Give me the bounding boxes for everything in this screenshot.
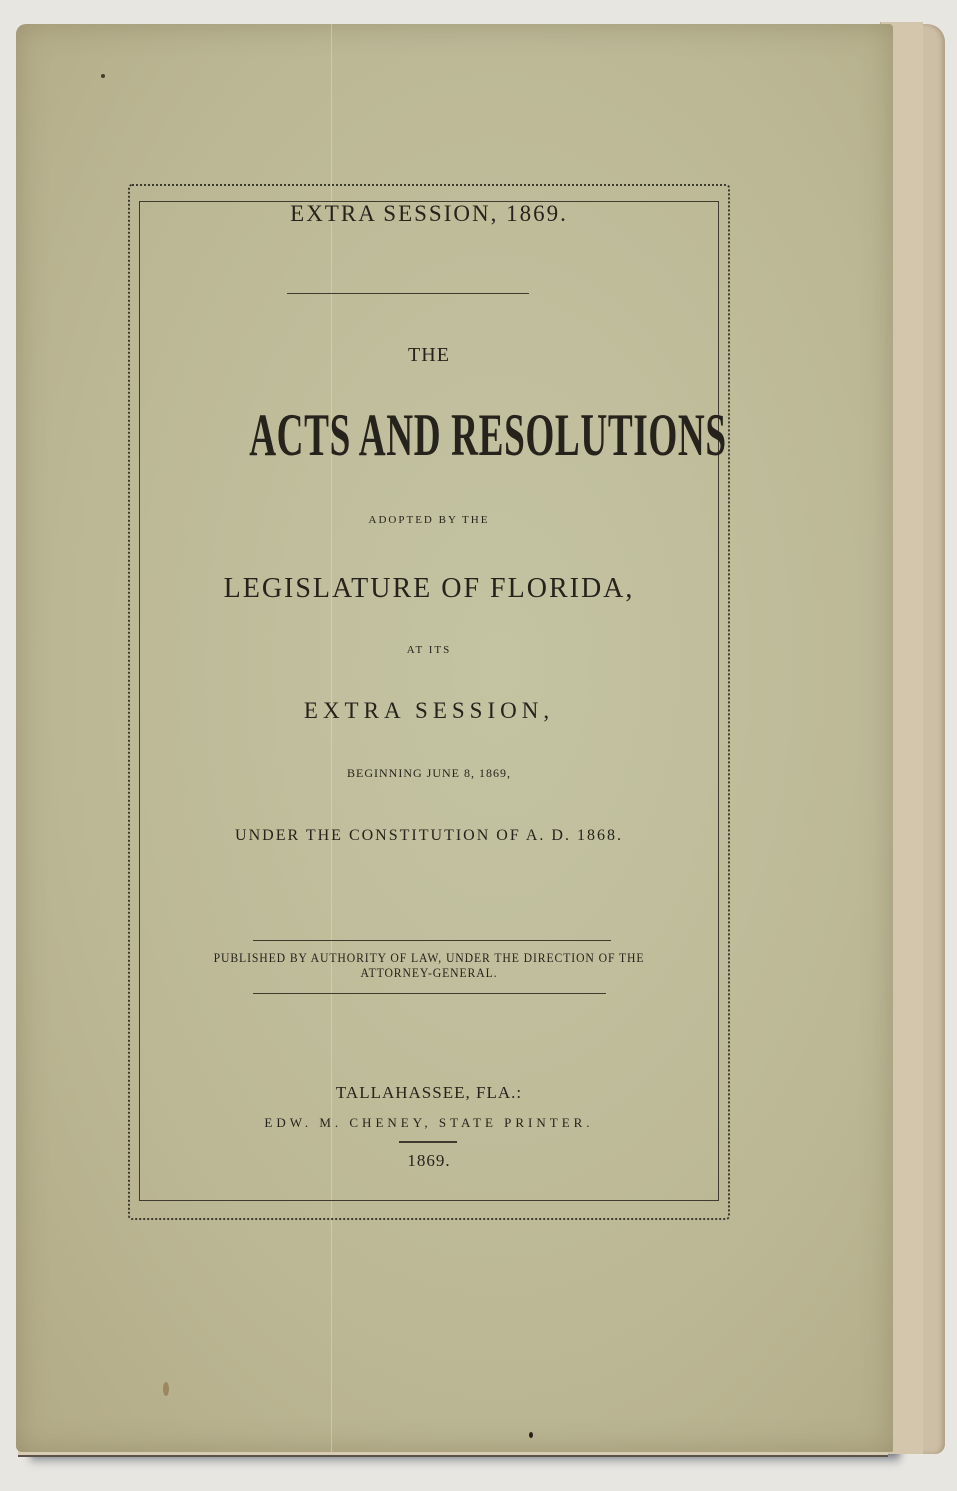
imprint-printer: EDW. M. CHENEY, STATE PRINTER. <box>264 1115 594 1130</box>
divider-rule <box>253 940 611 941</box>
session-title: EXTRA SESSION, <box>303 698 555 723</box>
beginning-date: BEGINNING JUNE 8, 1869, <box>347 766 511 780</box>
divider-rule <box>287 293 529 294</box>
constitution-text: UNDER THE CONSTITUTION OF A. D. 1868. <box>235 827 623 844</box>
legislature-title: LEGISLATURE OF FLORIDA, <box>223 573 635 604</box>
adopted-by-text: ADOPTED BY THE <box>368 514 490 526</box>
at-its-text: AT ITS <box>406 644 452 656</box>
imprint-year: 1869. <box>407 1151 451 1170</box>
stain-spot <box>101 74 105 78</box>
stain-spot <box>163 1382 169 1396</box>
session-header: EXTRA SESSION, 1869. <box>290 201 568 226</box>
title-prefix: THE <box>408 344 450 366</box>
title-page-content <box>139 201 727 1199</box>
published-line-2: ATTORNEY-GENERAL. <box>360 965 498 980</box>
divider-rule <box>253 993 606 994</box>
published-line-1: PUBLISHED BY AUTHORITY OF LAW, UNDER THE DIRECTION OF THE <box>213 950 645 965</box>
stain-spot <box>529 1432 533 1438</box>
main-title: ACTS AND RESOLUTIONS <box>249 402 727 468</box>
divider-rule <box>399 1141 457 1143</box>
imprint-place: TALLAHASSEE, FLA.: <box>335 1083 523 1102</box>
